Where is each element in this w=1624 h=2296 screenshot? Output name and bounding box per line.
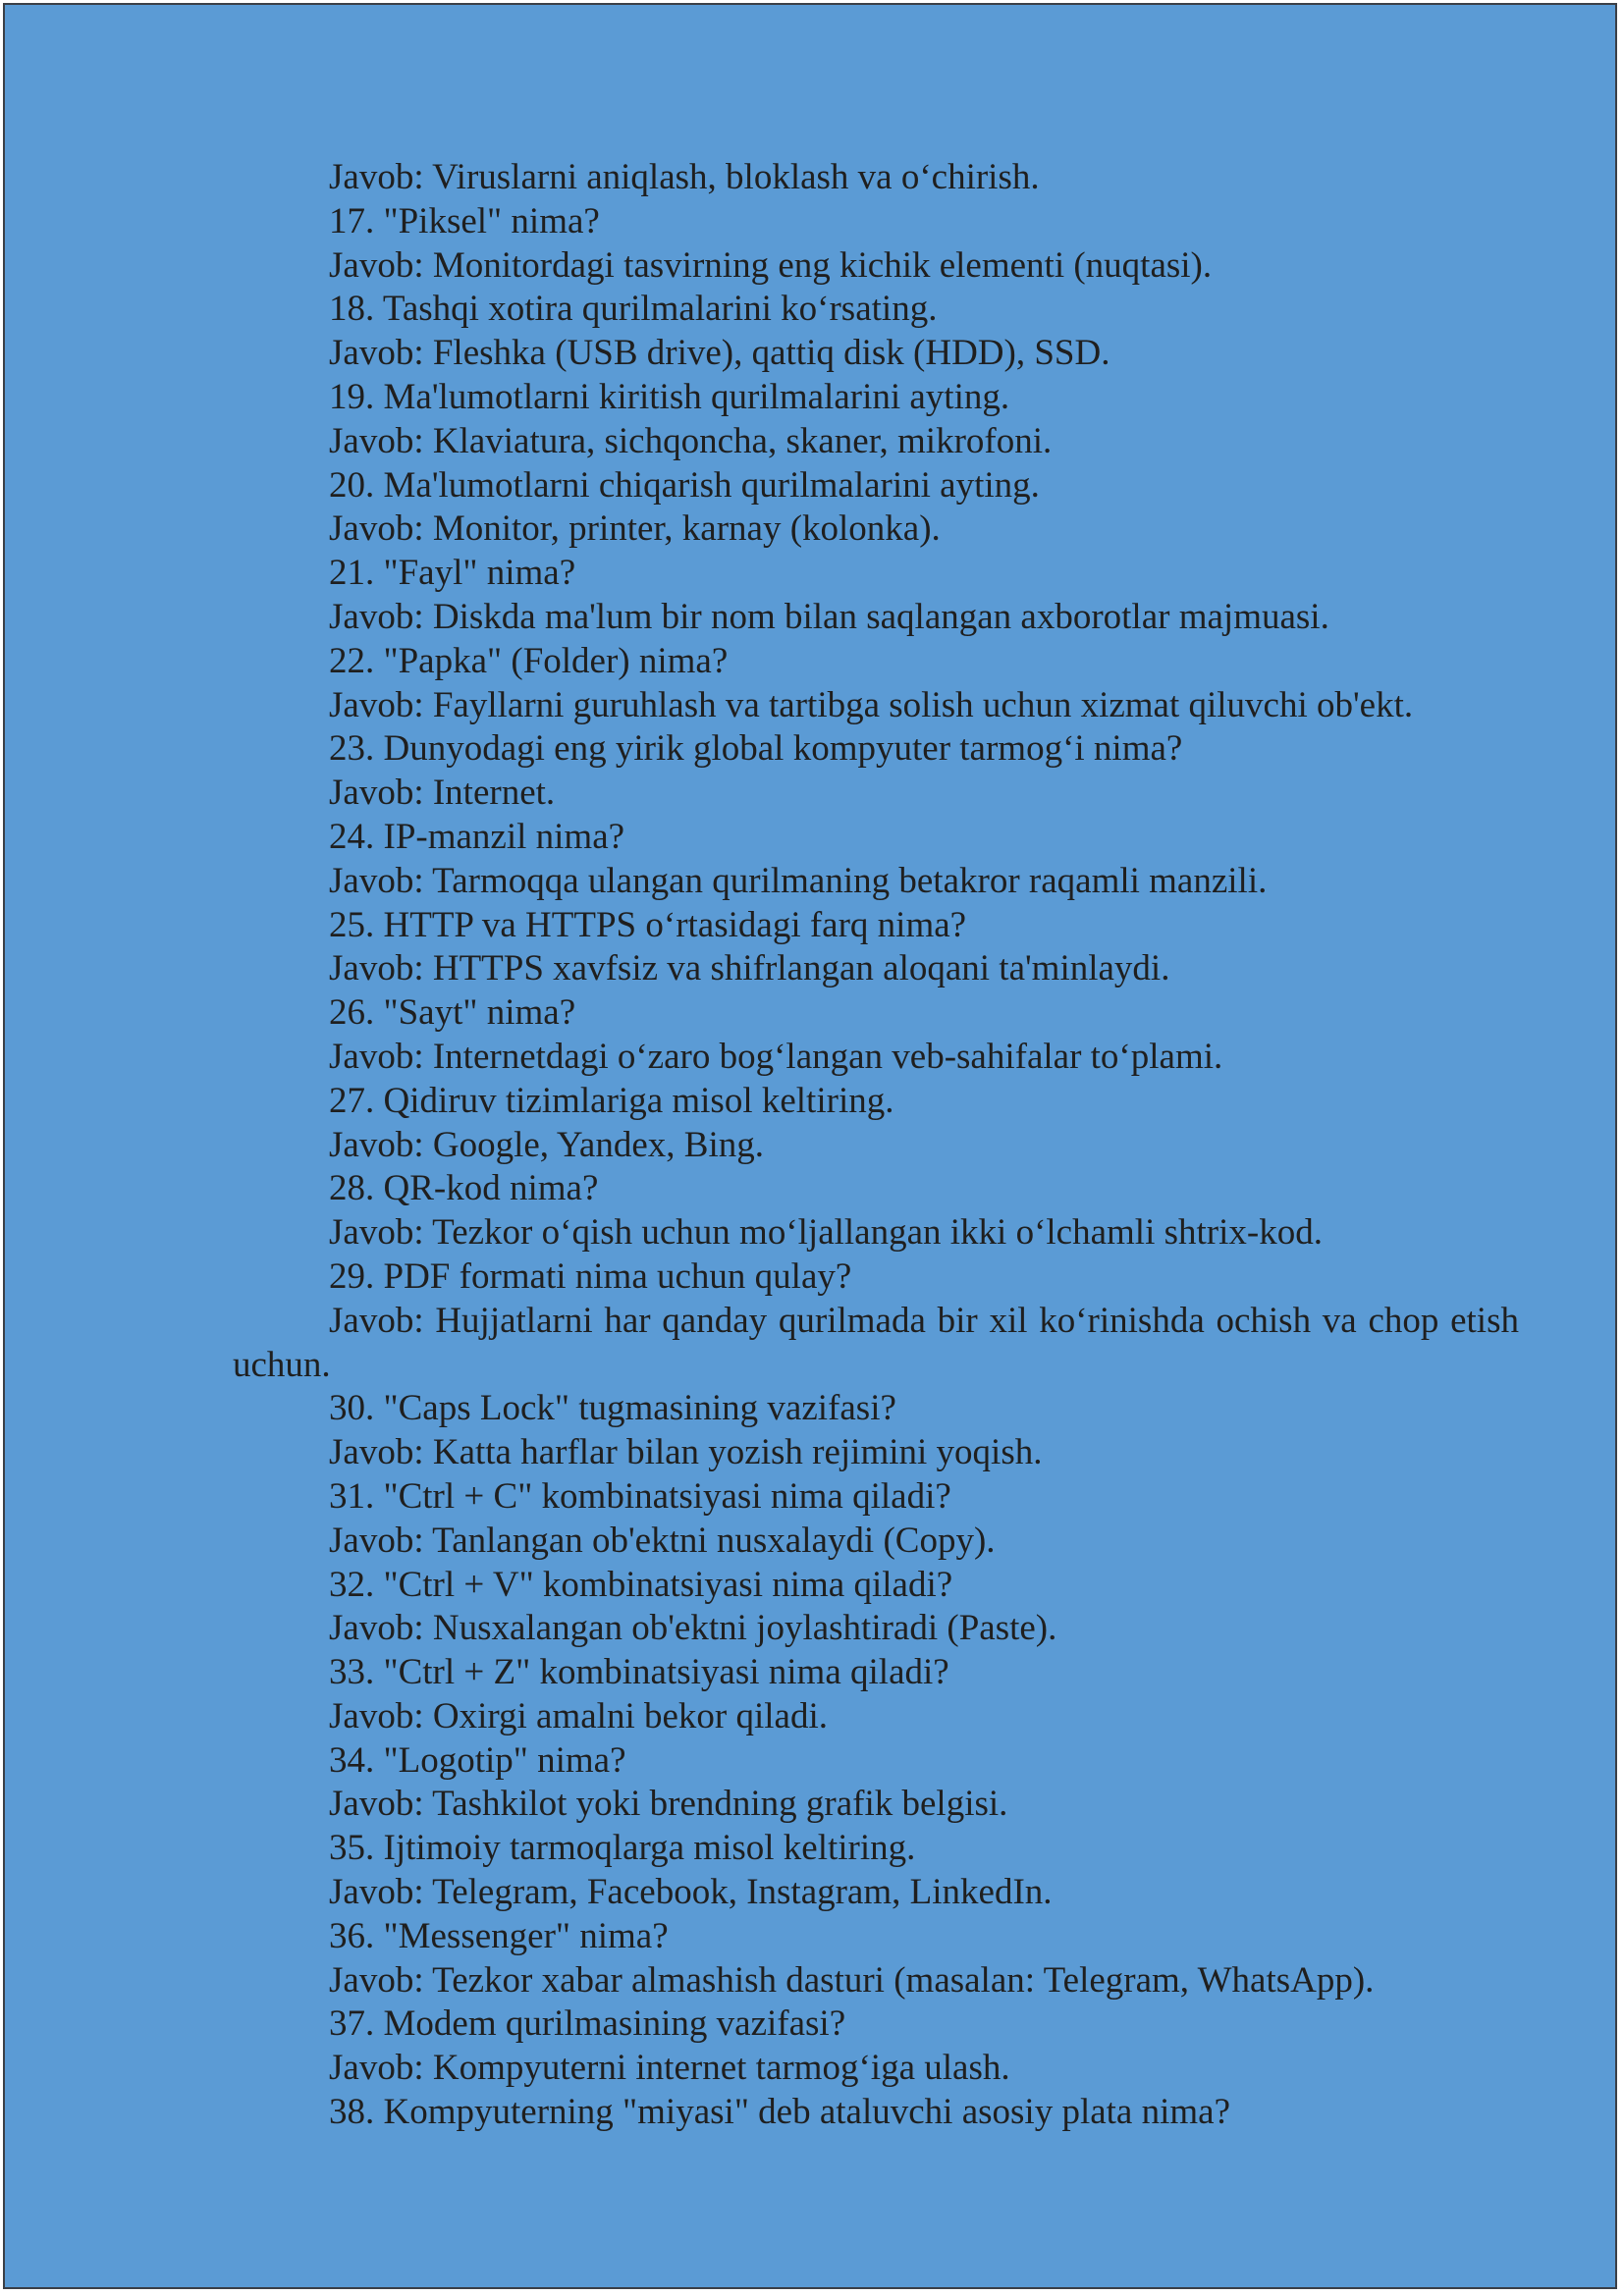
document-body xyxy=(233,156,1519,2135)
question-line: 33. "Ctrl + Z" kombinatsiyasi nima qiladi? xyxy=(329,1652,949,1693)
question-line: 20. Ma'lumotlarni chiqarish qurilmalarini ayting. xyxy=(329,464,1040,506)
question-line: 18. Tashqi xotira qurilmalarini ko‘rsating. xyxy=(329,289,938,330)
question-line: 37. Modem qurilmasining vazifasi? xyxy=(329,2003,846,2045)
question-line: 27. Qidiruv tizimlariga misol keltiring. xyxy=(329,1080,894,1121)
question-line: 25. HTTP va HTTPS o‘rtasidagi farq nima? xyxy=(329,904,967,945)
answer-line: Javob: HTTPS xavfsiz va shifrlangan aloqani ta'minlaydi. xyxy=(329,948,1170,989)
answer-line: Javob: Kompyuterni internet tarmog‘iga ulash. xyxy=(329,2048,1010,2089)
question-line: 21. "Fayl" nima? xyxy=(329,553,576,594)
answer-line: Javob: Tezkor o‘qish uchun mo‘ljallangan ikki o‘lchamli shtrix-kod. xyxy=(329,1212,1323,1254)
answer-line: Javob: Fayllarni guruhlash va tartibga solish uchun xizmat qiluvchi ob'ekt. xyxy=(329,684,1414,725)
document-page xyxy=(3,3,1617,2289)
answer-line: Javob: Telegram, Facebook, Instagram, LinkedIn. xyxy=(329,1872,1053,1913)
answer-line: Javob: Hujjatlarni har qanday qurilmada bir xil ko‘rinishda ochish va chop etish uchun. xyxy=(233,1300,1519,1385)
answer-line: Javob: Klaviatura, sichqoncha, skaner, mikrofoni. xyxy=(329,420,1053,461)
question-line: 24. IP-manzil nima? xyxy=(329,816,625,857)
answer-line: Javob: Nusxalangan ob'ektni joylashtiradi (Paste). xyxy=(329,1608,1057,1649)
answer-line: Javob: Diskda ma'lum bir nom bilan saqlangan axborotlar majmuasi. xyxy=(329,596,1329,637)
answer-line: Javob: Tarmoqqa ulangan qurilmaning betakror raqamli manzili. xyxy=(329,860,1268,901)
answer-line: Javob: Fleshka (USB drive), qattiq disk (HDD), SSD. xyxy=(329,333,1110,374)
question-line: 31. "Ctrl + C" kombinatsiyasi nima qiladi? xyxy=(329,1475,951,1517)
question-line: 34. "Logotip" nima? xyxy=(329,1739,626,1781)
answer-line: Javob: Internetdagi o‘zaro bog‘langan veb-sahifalar to‘plami. xyxy=(329,1036,1223,1077)
question-line: 35. Ijtimoiy tarmoqlarga misol keltiring. xyxy=(329,1828,916,1869)
question-line: 22. "Papka" (Folder) nima? xyxy=(329,640,729,681)
question-line: 19. Ma'lumotlarni kiritish qurilmalarini ayting. xyxy=(329,376,1010,417)
answer-line: Javob: Google, Yandex, Bing. xyxy=(329,1124,764,1165)
question-line: 28. QR-kod nima? xyxy=(329,1168,599,1209)
question-line: 26. "Sayt" nima? xyxy=(329,992,576,1034)
question-line: 32. "Ctrl + V" kombinatsiyasi nima qiladi? xyxy=(329,1564,953,1605)
answer-line: Javob: Monitordagi tasvirning eng kichik elementi (nuqtasi). xyxy=(329,244,1213,286)
question-line: 17. "Piksel" nima? xyxy=(329,200,600,241)
question-line: 38. Kompyuterning "miyasi" deb ataluvchi asosiy plata nima? xyxy=(329,2092,1231,2133)
answer-line: Javob: Internet. xyxy=(329,773,556,814)
question-line: 29. PDF formati nima uchun qulay? xyxy=(329,1255,852,1297)
answer-line: Javob: Tanlangan ob'ektni nusxalaydi (Copy). xyxy=(329,1520,996,1561)
answer-line: Javob: Tashkilot yoki brendning grafik belgisi. xyxy=(329,1784,1008,1825)
question-line: 36. "Messenger" nima? xyxy=(329,1915,669,1956)
answer-line: Javob: Oxirgi amalni bekor qiladi. xyxy=(329,1695,828,1736)
question-line: 30. "Caps Lock" tugmasining vazifasi? xyxy=(329,1388,896,1429)
answer-line: Javob: Tezkor xabar almashish dasturi (masalan: Telegram, WhatsApp). xyxy=(329,1959,1375,2001)
answer-line: Javob: Katta harflar bilan yozish rejimini yoqish. xyxy=(329,1432,1043,1473)
text-line: Javob: Viruslarni aniqlash, bloklash va o‘chirish. xyxy=(329,157,1040,197)
question-line: 23. Dunyodagi eng yirik global kompyuter tarmog‘i nima? xyxy=(329,728,1183,770)
answer-line: Javob: Monitor, printer, karnay (kolonka). xyxy=(329,508,941,550)
